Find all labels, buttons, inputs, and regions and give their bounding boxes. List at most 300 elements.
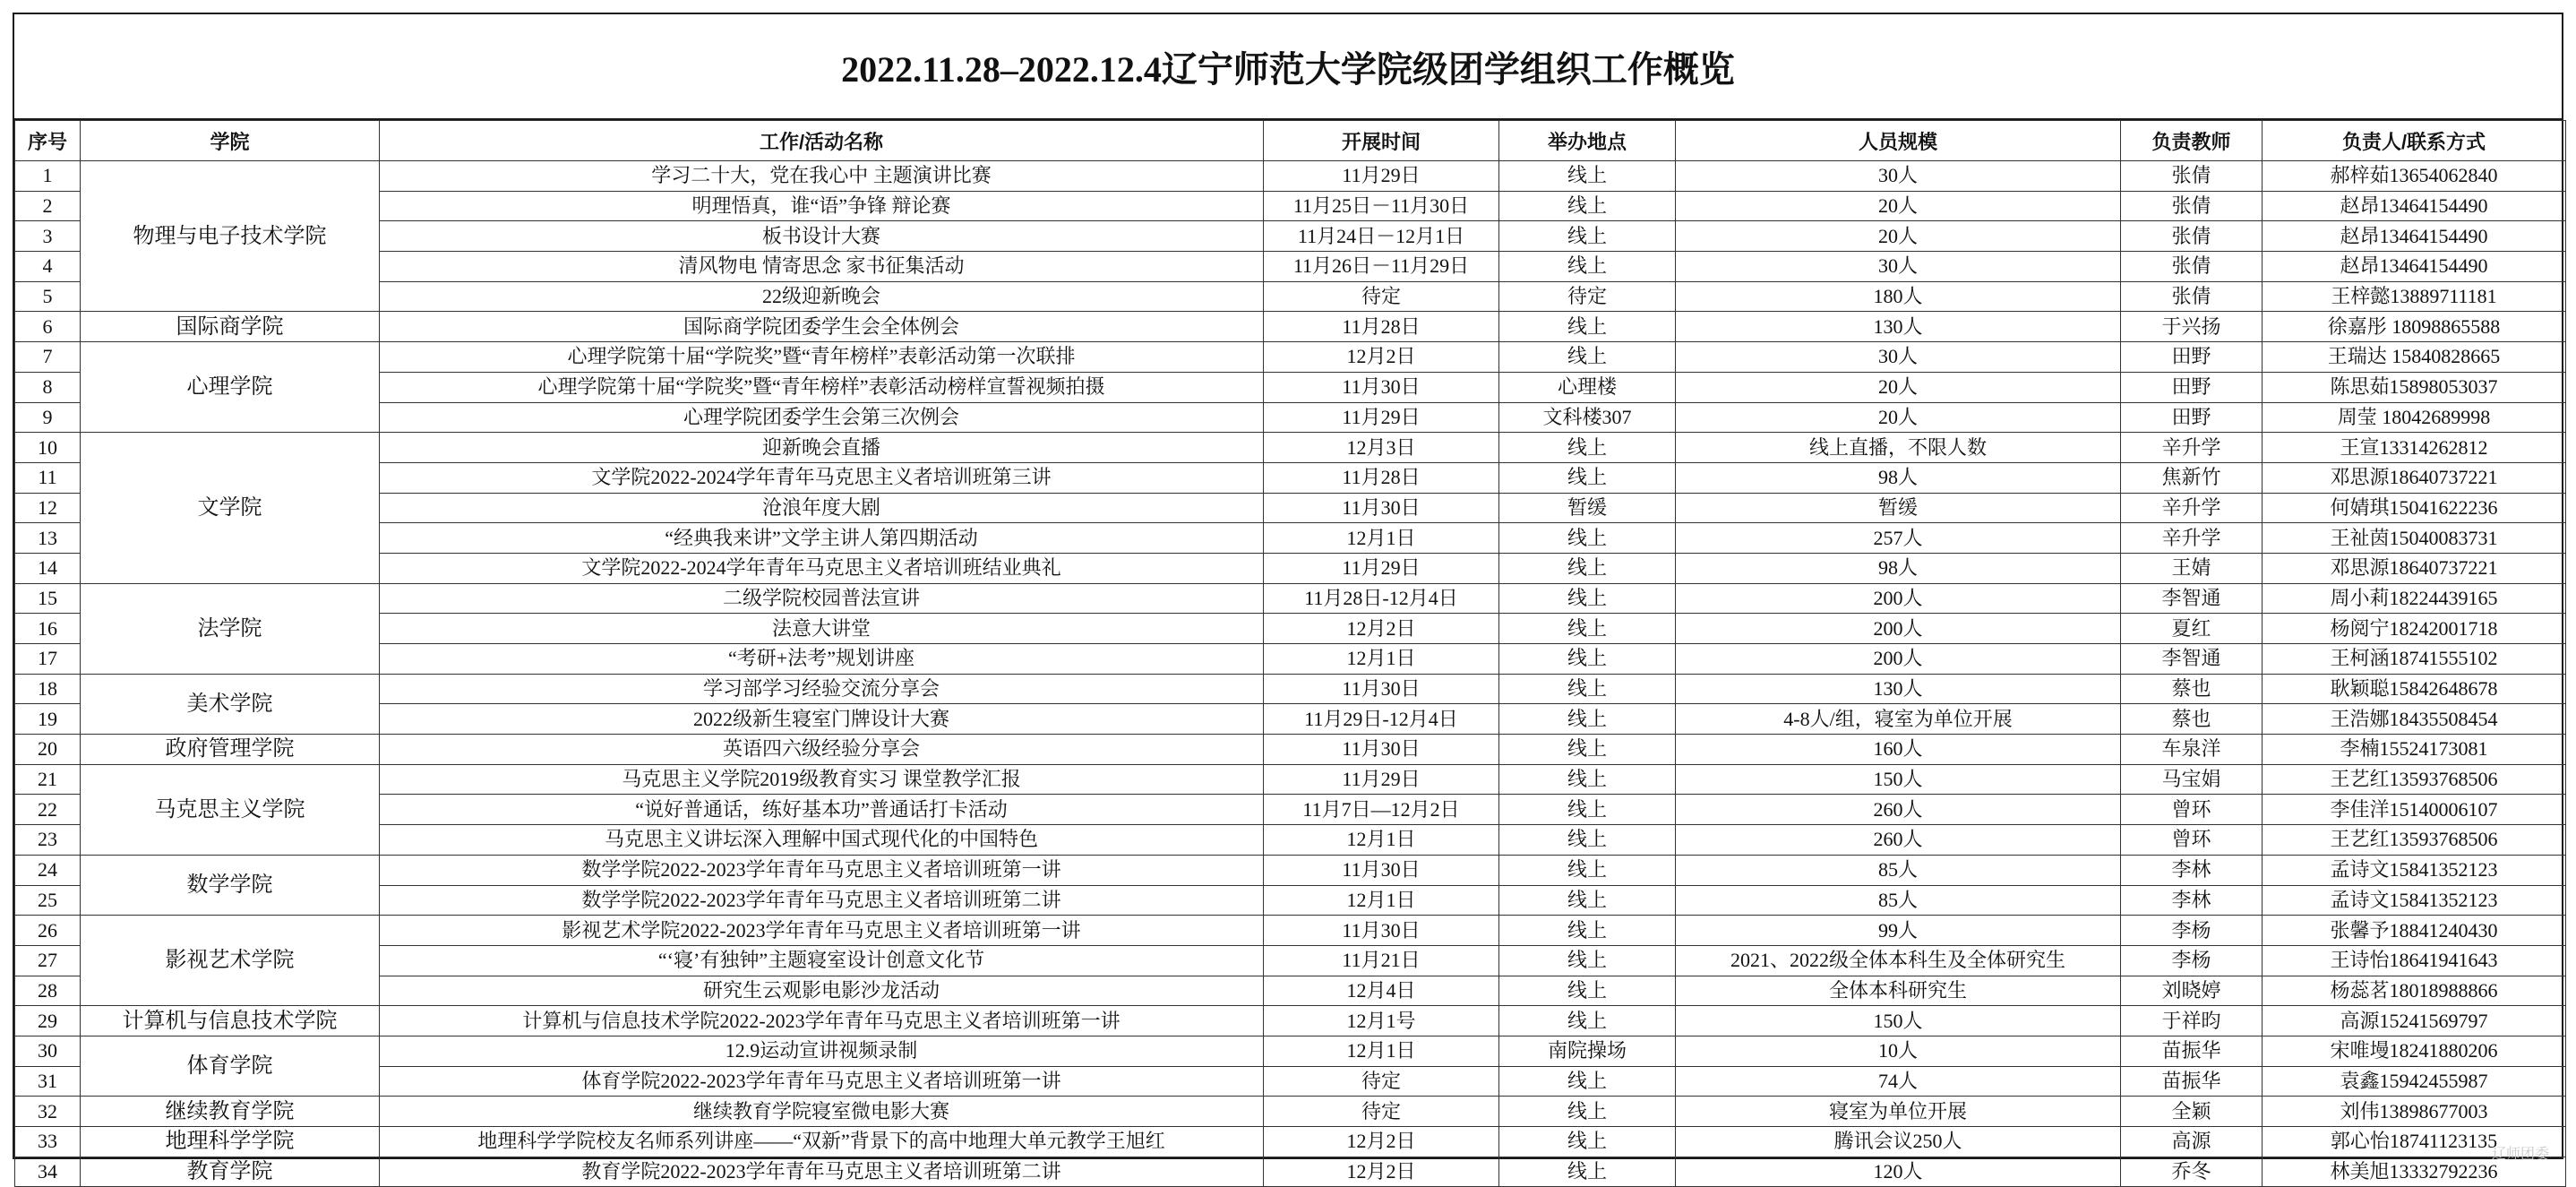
contact: 陈思茹15898053037 [2263,372,2566,402]
contact: 杨蕊茗18018988866 [2263,976,2566,1006]
scale: 150人 [1676,1006,2121,1036]
location: 线上 [1499,433,1676,463]
row-index: 27 [15,945,81,976]
row-index: 4 [15,252,81,282]
contact: 袁鑫15942455987 [2263,1066,2566,1097]
activity-name: 心理学院团委学生会第三次例会 [380,402,1264,433]
row-index: 30 [15,1036,81,1066]
row-index: 17 [15,644,81,675]
scale: 260人 [1676,825,2121,856]
teacher: 全颖 [2121,1097,2263,1127]
scale: 98人 [1676,553,2121,583]
row-index: 22 [15,795,81,825]
teacher: 李智通 [2121,644,2263,675]
contact: 王柯涵18741555102 [2263,644,2566,675]
table-row [15,674,2566,704]
teacher: 张倩 [2121,221,2263,252]
start-time: 11月7日—12月2日 [1264,795,1499,825]
scale: 85人 [1676,885,2121,916]
activity-table [14,120,2566,1187]
scale: 180人 [1676,281,2121,312]
activity-name: 22级迎新晚会 [380,281,1264,312]
contact: 赵昂13464154490 [2263,221,2566,252]
location: 线上 [1499,976,1676,1006]
teacher: 李林 [2121,855,2263,885]
activity-name: 数学学院2022-2023学年青年马克思主义者培训班第二讲 [380,885,1264,916]
scale: 30人 [1676,252,2121,282]
table-row [15,402,2566,433]
table-row [15,614,2566,644]
table-row [15,644,2566,675]
header-time: 开展时间 [1264,121,1499,161]
scale: 260人 [1676,795,2121,825]
contact: 赵昂13464154490 [2263,191,2566,221]
teacher: 苗振华 [2121,1036,2263,1066]
start-time: 11月29日 [1264,402,1499,433]
header-activity: 工作/活动名称 [380,121,1264,161]
table-row [15,252,2566,282]
row-index: 18 [15,674,81,704]
table-row [15,342,2566,373]
start-time: 11月29日 [1264,764,1499,795]
table-row [15,764,2566,795]
row-index: 14 [15,553,81,583]
table-row [15,221,2566,252]
start-time: 11月24日－12月1日 [1264,221,1499,252]
start-time: 11月30日 [1264,493,1499,523]
college-name: 数学学院 [81,855,380,915]
table-row [15,312,2566,342]
row-index: 20 [15,735,81,765]
start-time: 11月30日 [1264,735,1499,765]
scale: 20人 [1676,372,2121,402]
start-time: 12月2日 [1264,342,1499,373]
college-name: 法学院 [81,583,380,674]
location: 线上 [1499,825,1676,856]
start-time: 11月25日－11月30日 [1264,191,1499,221]
activity-name: “‘寝’有独钟”主题寝室设计创意文化节 [380,945,1264,976]
teacher: 于兴扬 [2121,312,2263,342]
contact: 郝梓茹13654062840 [2263,161,2566,192]
start-time: 11月26日－11月29日 [1264,252,1499,282]
table-body [15,161,2566,1187]
contact: 何婧琪15041622236 [2263,493,2566,523]
activity-name: 清风物电 情寄思念 家书征集活动 [380,252,1264,282]
activity-name: 学习部学习经验交流分享会 [380,674,1264,704]
activity-name: 12.9运动宣讲视频录制 [380,1036,1264,1066]
contact: 徐嘉彤 18098865588 [2263,312,2566,342]
college-name: 政府管理学院 [81,735,380,765]
row-index: 15 [15,583,81,614]
scale: 30人 [1676,161,2121,192]
row-index: 32 [15,1097,81,1127]
college-name: 体育学院 [81,1036,380,1096]
table-row [15,855,2566,885]
location: 线上 [1499,735,1676,765]
row-index: 25 [15,885,81,916]
contact: 高源15241569797 [2263,1006,2566,1036]
start-time: 12月1日 [1264,885,1499,916]
contact: 孟诗文15841352123 [2263,885,2566,916]
location: 线上 [1499,312,1676,342]
row-index: 9 [15,402,81,433]
scale: 10人 [1676,1036,2121,1066]
contact: 王祉茵15040083731 [2263,523,2566,554]
table-row [15,553,2566,583]
location: 南院操场 [1499,1036,1676,1066]
contact: 王诗怡18641941643 [2263,945,2566,976]
activity-name: 马克思主义讲坛深入理解中国式现代化的中国特色 [380,825,1264,856]
start-time: 12月2日 [1264,614,1499,644]
location: 文科楼307 [1499,402,1676,433]
table-row [15,1157,2566,1187]
start-time: 11月30日 [1264,372,1499,402]
header-scale: 人员规模 [1676,121,2121,161]
start-time: 11月29日 [1264,553,1499,583]
location: 线上 [1499,885,1676,916]
teacher: 辛升学 [2121,523,2263,554]
scale: 20人 [1676,191,2121,221]
teacher: 曾环 [2121,795,2263,825]
table-row [15,523,2566,554]
contact: 刘伟13898677003 [2263,1097,2566,1127]
contact: 王艺红13593768506 [2263,764,2566,795]
start-time: 12月3日 [1264,433,1499,463]
scale: 130人 [1676,674,2121,704]
contact: 邓思源18640737221 [2263,553,2566,583]
scale: 120人 [1676,1157,2121,1187]
scale: 线上直播，不限人数 [1676,433,2121,463]
location: 线上 [1499,795,1676,825]
table-row [15,191,2566,221]
start-time: 11月30日 [1264,674,1499,704]
row-index: 19 [15,704,81,735]
teacher: 李林 [2121,885,2263,916]
activity-name: 板书设计大赛 [380,221,1264,252]
scale: 30人 [1676,342,2121,373]
start-time: 11月21日 [1264,945,1499,976]
start-time: 12月1日 [1264,644,1499,675]
location: 线上 [1499,1006,1676,1036]
row-index: 3 [15,221,81,252]
teacher: 马宝娟 [2121,764,2263,795]
scale: 150人 [1676,764,2121,795]
table-row [15,1006,2566,1036]
teacher: 张倩 [2121,161,2263,192]
contact: 宋唯墁18241880206 [2263,1036,2566,1066]
activity-name: “经典我来讲”文学主讲人第四期活动 [380,523,1264,554]
contact: 李楠15524173081 [2263,735,2566,765]
location: 线上 [1499,764,1676,795]
row-index: 34 [15,1157,81,1187]
contact: 郭心怡18741123135 [2263,1127,2566,1157]
table-row [15,976,2566,1006]
college-name: 地理科学学院 [81,1127,380,1157]
start-time: 待定 [1264,1066,1499,1097]
teacher: 辛升学 [2121,493,2263,523]
start-time: 待定 [1264,281,1499,312]
location: 线上 [1499,191,1676,221]
row-index: 28 [15,976,81,1006]
activity-name: 继续教育学院寝室微电影大赛 [380,1097,1264,1127]
location: 线上 [1499,462,1676,493]
start-time: 12月2日 [1264,1127,1499,1157]
college-name: 美术学院 [81,674,380,734]
location: 线上 [1499,614,1676,644]
teacher: 张倩 [2121,252,2263,282]
teacher: 张倩 [2121,281,2263,312]
scale: 257人 [1676,523,2121,554]
scale: 98人 [1676,462,2121,493]
row-index: 13 [15,523,81,554]
header-index: 序号 [15,121,81,161]
contact: 王瑞达 15840828665 [2263,342,2566,373]
activity-name: 迎新晚会直播 [380,433,1264,463]
table-row [15,795,2566,825]
location: 线上 [1499,252,1676,282]
start-time: 11月29日-12月4日 [1264,704,1499,735]
start-time: 11月30日 [1264,855,1499,885]
table-row [15,583,2566,614]
header-location: 举办地点 [1499,121,1676,161]
college-name: 心理学院 [81,342,380,433]
contact: 周莹 18042689998 [2263,402,2566,433]
header-row [15,121,2566,161]
table-row [15,281,2566,312]
header-teacher: 负责教师 [2121,121,2263,161]
table-row [15,735,2566,765]
row-index: 2 [15,191,81,221]
activity-name: 教育学院2022-2023学年青年马克思主义者培训班第二讲 [380,1157,1264,1187]
contact: 王宣13314262812 [2263,433,2566,463]
activity-name: 体育学院2022-2023学年青年马克思主义者培训班第一讲 [380,1066,1264,1097]
row-index: 21 [15,764,81,795]
contact: 周小莉18224439165 [2263,583,2566,614]
activity-name: 文学院2022-2024学年青年马克思主义者培训班结业典礼 [380,553,1264,583]
teacher: 夏红 [2121,614,2263,644]
location: 线上 [1499,674,1676,704]
row-index: 10 [15,433,81,463]
location: 线上 [1499,1066,1676,1097]
row-index: 6 [15,312,81,342]
start-time: 12月4日 [1264,976,1499,1006]
teacher: 李杨 [2121,916,2263,946]
start-time: 12月1日 [1264,1036,1499,1066]
teacher: 蔡也 [2121,704,2263,735]
college-name: 国际商学院 [81,312,380,342]
row-index: 26 [15,916,81,946]
row-index: 5 [15,281,81,312]
table-row [15,372,2566,402]
row-index: 23 [15,825,81,856]
table-row [15,825,2566,856]
teacher: 李杨 [2121,945,2263,976]
row-index: 24 [15,855,81,885]
location: 线上 [1499,523,1676,554]
activity-name: 影视艺术学院2022-2023学年青年马克思主义者培训班第一讲 [380,916,1264,946]
location: 线上 [1499,945,1676,976]
row-index: 12 [15,493,81,523]
scale: 全体本科研究生 [1676,976,2121,1006]
location: 线上 [1499,1097,1676,1127]
teacher: 蔡也 [2121,674,2263,704]
contact: 邓思源18640737221 [2263,462,2566,493]
table-row [15,916,2566,946]
teacher: 王婧 [2121,553,2263,583]
row-index: 7 [15,342,81,373]
activity-name: 心理学院第十届“学院奖”暨“青年榜样”表彰活动第一次联排 [380,342,1264,373]
start-time: 12月1日 [1264,825,1499,856]
college-name: 文学院 [81,433,380,583]
scale: 4-8人/组，寝室为单位开展 [1676,704,2121,735]
college-name: 物理与电子技术学院 [81,161,380,312]
contact: 李佳洋15140006107 [2263,795,2566,825]
scale: 200人 [1676,644,2121,675]
contact: 赵昂13464154490 [2263,252,2566,282]
teacher: 田野 [2121,342,2263,373]
college-name: 马克思主义学院 [81,764,380,855]
teacher: 张倩 [2121,191,2263,221]
contact: 王梓懿13889711181 [2263,281,2566,312]
activity-name: 国际商学院团委学生会全体例会 [380,312,1264,342]
teacher: 田野 [2121,372,2263,402]
table-row [15,462,2566,493]
scale: 200人 [1676,614,2121,644]
worksheet [13,13,2563,1184]
table-row [15,885,2566,916]
contact: 耿颖聪15842648678 [2263,674,2566,704]
college-name: 继续教育学院 [81,1097,380,1127]
location: 线上 [1499,583,1676,614]
scale: 20人 [1676,402,2121,433]
activity-name: 英语四六级经验分享会 [380,735,1264,765]
table-row [15,161,2566,192]
activity-name: 法意大讲堂 [380,614,1264,644]
activity-name: 明理悟真，谁“语”争锋 辩论赛 [380,191,1264,221]
contact: 杨阅宁18242001718 [2263,614,2566,644]
activity-name: 二级学院校园普法宣讲 [380,583,1264,614]
teacher: 田野 [2121,402,2263,433]
scale: 2021、2022级全体本科生及全体研究生 [1676,945,2121,976]
college-name: 教育学院 [81,1157,380,1187]
scale: 20人 [1676,221,2121,252]
start-time: 12月1号 [1264,1006,1499,1036]
teacher: 刘晓婷 [2121,976,2263,1006]
scale: 200人 [1676,583,2121,614]
scale: 暂缓 [1676,493,2121,523]
row-index: 33 [15,1127,81,1157]
scale: 160人 [1676,735,2121,765]
table-row [15,945,2566,976]
teacher: 焦新竹 [2121,462,2263,493]
table-row [15,704,2566,735]
activity-name: 心理学院第十届“学院奖”暨“青年榜样”表彰活动榜样宣誓视频拍摄 [380,372,1264,402]
sheet-title: 2022.11.28–2022.12.4辽宁师范大学院级团学组织工作概览 [14,14,2562,120]
teacher: 苗振华 [2121,1066,2263,1097]
location: 线上 [1499,1127,1676,1157]
contact: 孟诗文15841352123 [2263,855,2566,885]
row-index: 16 [15,614,81,644]
start-time: 12月1日 [1264,523,1499,554]
start-time: 11月29日 [1264,161,1499,192]
row-index: 1 [15,161,81,192]
activity-name: 地理科学学院校友名师系列讲座——“双新”背景下的高中地理大单元教学王旭红 [380,1127,1264,1157]
location: 线上 [1499,161,1676,192]
contact: 王浩娜18435508454 [2263,704,2566,735]
teacher: 辛升学 [2121,433,2263,463]
start-time: 11月28日-12月4日 [1264,583,1499,614]
table-row [15,433,2566,463]
location: 线上 [1499,221,1676,252]
start-time: 11月28日 [1264,312,1499,342]
activity-name: 计算机与信息技术学院2022-2023学年青年马克思主义者培训班第一讲 [380,1006,1264,1036]
location: 线上 [1499,1157,1676,1187]
scale: 130人 [1676,312,2121,342]
location: 待定 [1499,281,1676,312]
scale: 99人 [1676,916,2121,946]
teacher: 曾环 [2121,825,2263,856]
table-row [15,493,2566,523]
row-index: 31 [15,1066,81,1097]
teacher: 于祥昀 [2121,1006,2263,1036]
college-name: 影视艺术学院 [81,916,380,1006]
table-row [15,1097,2566,1127]
contact: 王艺红13593768506 [2263,825,2566,856]
table-row [15,1036,2566,1066]
activity-name: 马克思主义学院2019级教育实习 课堂教学汇报 [380,764,1264,795]
start-time: 11月28日 [1264,462,1499,493]
start-time: 待定 [1264,1097,1499,1127]
location: 线上 [1499,855,1676,885]
start-time: 12月2日 [1264,1157,1499,1187]
activity-name: “考研+法考”规划讲座 [380,644,1264,675]
scale: 腾讯会议250人 [1676,1127,2121,1157]
location: 线上 [1499,916,1676,946]
teacher: 李智通 [2121,583,2263,614]
activity-name: 数学学院2022-2023学年青年马克思主义者培训班第一讲 [380,855,1264,885]
scale: 85人 [1676,855,2121,885]
location: 线上 [1499,704,1676,735]
location: 心理楼 [1499,372,1676,402]
start-time: 11月30日 [1264,916,1499,946]
header-college: 学院 [81,121,380,161]
row-index: 11 [15,462,81,493]
activity-name: 2022级新生寝室门牌设计大赛 [380,704,1264,735]
row-index: 8 [15,372,81,402]
teacher: 乔冬 [2121,1157,2263,1187]
scale: 74人 [1676,1066,2121,1097]
activity-name: 文学院2022-2024学年青年马克思主义者培训班第三讲 [380,462,1264,493]
location: 线上 [1499,644,1676,675]
table-row [15,1127,2566,1157]
college-name: 计算机与信息技术学院 [81,1006,380,1036]
location: 线上 [1499,553,1676,583]
teacher: 车泉洋 [2121,735,2263,765]
scale: 寝室为单位开展 [1676,1097,2121,1127]
table-row [15,1066,2566,1097]
location: 暂缓 [1499,493,1676,523]
header-contact: 负责人/联系方式 [2263,121,2566,161]
contact: 张馨予18841240430 [2263,916,2566,946]
activity-name: 沧浪年度大剧 [380,493,1264,523]
watermark: 辽师团委 [2491,1145,2549,1162]
teacher: 高源 [2121,1127,2263,1157]
activity-name: “说好普通话，练好基本功”普通话打卡活动 [380,795,1264,825]
row-index: 29 [15,1006,81,1036]
activity-name: 研究生云观影电影沙龙活动 [380,976,1264,1006]
location: 线上 [1499,342,1676,373]
activity-name: 学习二十大，党在我心中 主题演讲比赛 [380,161,1264,192]
